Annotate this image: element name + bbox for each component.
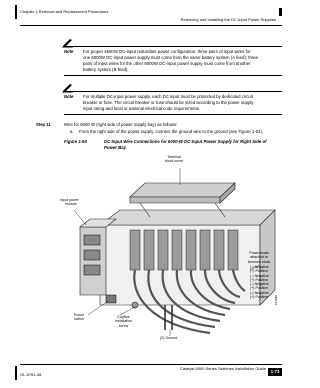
- note2-top-rule: [64, 91, 282, 92]
- note1-bottom-rule: [64, 75, 282, 76]
- lead-label: (-) Negative: [250, 290, 269, 295]
- footer-guide-title: Catalyst 6500 Series Switches Installation Guide: [179, 366, 266, 371]
- note1-line: one 6000W DC-input power supply must come from the same battery system (A feed); three: [83, 54, 259, 60]
- callout-input-power-module: [60, 198, 79, 207]
- callout-captive-screw: [115, 315, 132, 328]
- callout-power-leads: [248, 251, 270, 264]
- note1-line: pairs of input wires for the other 6000W DC-input power supply must come from another: [83, 60, 251, 66]
- power-switch-shape: [106, 295, 116, 303]
- callout-line: terminal block: [248, 259, 271, 264]
- side-bar-bottom: [15, 366, 17, 380]
- corner-mark-right: [279, 8, 282, 16]
- step-label: Step 11: [36, 122, 51, 127]
- note2-line: input rating and local or national electrical code requirements.: [83, 105, 201, 111]
- callout-line: screw: [118, 323, 129, 328]
- callout-line: block cover: [165, 159, 184, 164]
- note-pencil-icon: [62, 35, 73, 44]
- lead-label: (+) Positive: [250, 269, 269, 274]
- step-text: Wire for 6000 W (right side of power supply bay) as follows:: [64, 121, 178, 127]
- caption-line: Power Bay: [104, 144, 126, 150]
- page-number: 1-73: [268, 368, 282, 376]
- chapter-header: Chapter 1 Removal and Replacement Procedures: [20, 9, 109, 14]
- caption-line: DC-Input Wire Connections for 6000-W DC-Input Power Supply for Right Side of: [104, 139, 267, 144]
- power-supply-figure: [60, 155, 290, 345]
- callout-line: module: [65, 202, 77, 207]
- lead-label: (-) Negative: [250, 265, 269, 269]
- lead-label: (-) Negative: [250, 273, 269, 278]
- callout-line: Power: [74, 313, 85, 317]
- section-header: Removing and Installing the DC-Input Power Supplies: [180, 17, 276, 22]
- callout-line: Terminal: [167, 155, 181, 159]
- note1-line: battery system (B feed).: [83, 67, 129, 73]
- figure-svg: [60, 155, 290, 345]
- ground-wires: [165, 305, 172, 330]
- note2-line: For multiple DC-input power supply, each DC input must be protected by dedicated circuit: [83, 93, 253, 99]
- footer-rule: [20, 364, 282, 365]
- callout-lead-polarities: [250, 265, 269, 299]
- header-rule: [20, 25, 282, 26]
- footer-doc-number: OL-5781-08: [20, 372, 42, 377]
- lead-label: (+) Positive: [250, 277, 269, 282]
- substep-label: a.: [70, 129, 74, 134]
- note1-label: Note: [64, 49, 74, 54]
- figure-caption: [104, 139, 284, 151]
- lead-label: (-) Negative: [250, 282, 269, 287]
- note2-line: breaker or fuse. The circuit breaker or fuse should be sized according to the power supply: [83, 99, 254, 105]
- note2-label: Note: [64, 94, 74, 99]
- callout-terminal-block-cover: [165, 155, 183, 164]
- note1-line: For proper 4500W DC-input redundant power configuration, three pairs of input wires for: [83, 48, 251, 54]
- callout-line: installation: [115, 319, 132, 324]
- substep-text-content: From the right side of the power supply, connect the ground wire to the ground (see Figure 1-53).: [79, 129, 264, 134]
- note1-text: [83, 49, 283, 74]
- note2-text: [83, 94, 283, 113]
- callout-line: attached to: [250, 255, 268, 260]
- callout-ground: (2) Ground: [160, 336, 178, 340]
- callout-line: Input power: [60, 198, 79, 202]
- figure-label: Figure 1-53: [64, 139, 87, 144]
- substep-text: [79, 129, 289, 135]
- note2-bottom-rule: [64, 114, 282, 115]
- note-pencil-icon: [62, 80, 73, 89]
- callout-power-switch: [74, 313, 84, 322]
- figure-id: 191580: [274, 294, 278, 305]
- callout-line: Power leads: [249, 251, 269, 255]
- callout-line: Captive: [117, 315, 130, 319]
- note1-top-rule: [64, 46, 282, 47]
- callout-line: switch: [74, 317, 84, 322]
- side-bar-top: [15, 5, 17, 19]
- lead-label: (+) Positive: [250, 295, 269, 300]
- lead-label: (+) Positive: [250, 286, 269, 291]
